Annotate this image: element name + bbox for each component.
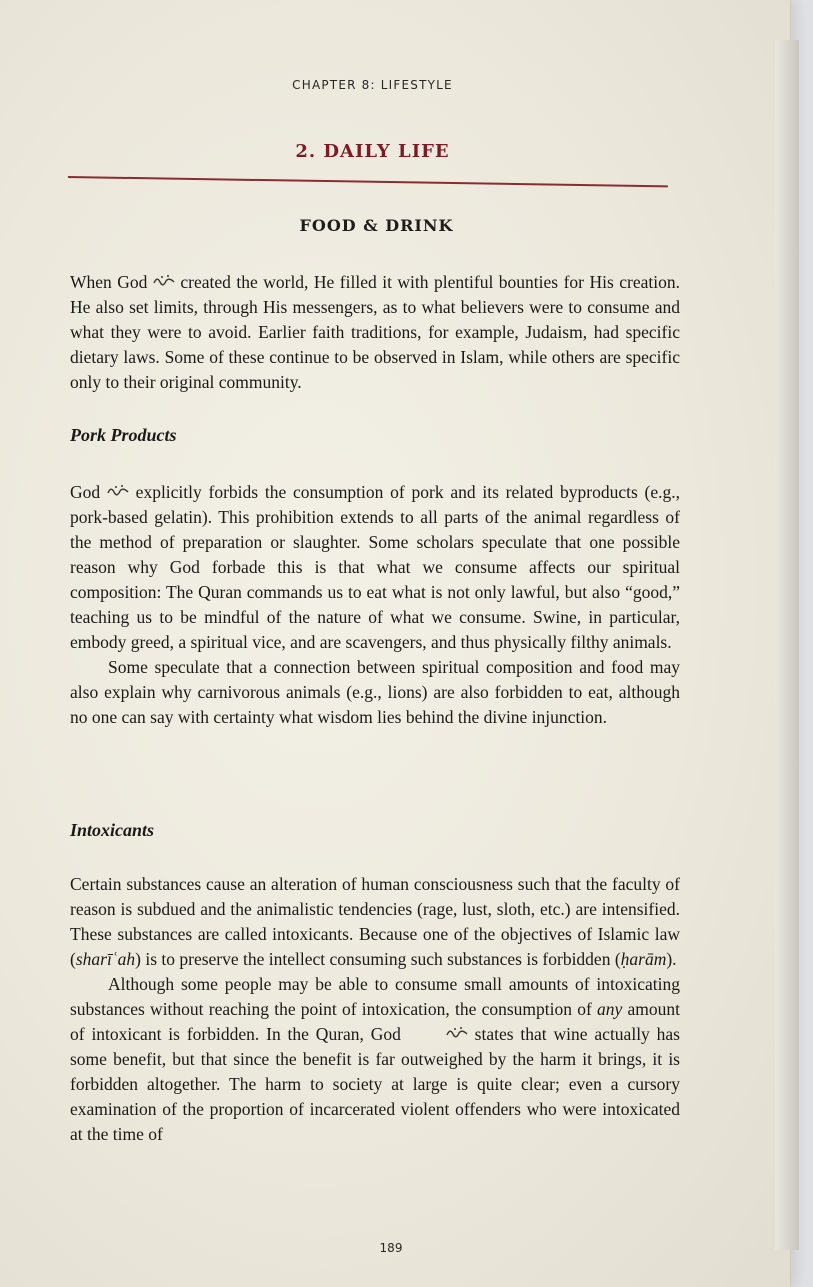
emphasis-any: any [597,999,623,1019]
intoxicants-section [70,872,680,1147]
intox-p1-text-3: ). [666,949,677,969]
intox-p2-text-1: Although some people may be able to consume small amounts of intoxicating substances without reaching the point of intoxication, the consumption of [70,974,680,1019]
intoxicants-paragraph-1 [70,872,680,972]
pork-paragraph-1 [70,480,680,655]
honorific-icon [408,1022,468,1047]
pork-heading: Pork Products [70,425,177,445]
intoxicants-paragraph-2 [70,972,680,1147]
page-number: 189 [379,1241,403,1255]
pork-p1-text-2: explicitly forbids the consumption of pork and its related byproducts (e.g., pork-based gelatin). This prohibition extends to all parts of the animal regardless of the method of preparation or slaughter. Some scholars speculate that one possible reason why God forbade this is that what we consume affects our spiritual composition: The Quran commands us to eat what is not only lawful, but also “good,” teaching us to be mindful of the nature of what we consume. Swine, in particular, embody greed, a spiritual vice, and are scavengers, and thus physically filthy animals. [70,482,681,652]
term-haram: ḥarām [620,949,667,969]
pork-section [70,480,680,730]
intox-p1-text-2: ) is to preserve the intellect consuming such substances is forbidden ( [135,949,621,969]
intro-paragraph [70,270,680,395]
intoxicants-heading: Intoxicants [70,820,155,840]
section-title: 2. DAILY LIFE [295,141,450,162]
term-shariah: sharīʿah [75,949,136,969]
running-header: CHAPTER 8: LIFESTYLE [292,78,453,92]
intro-text-2: created the world, He filled it with plentiful bounties for His creation. He also set limits, through His messengers, as to what believers were to consume and what they were to avoid. Earlier faith traditions, for example, Judaism, had specific dietary laws. Some of these continue to be observed in Islam, while others are specific only to their original community. [70,272,680,392]
intox-p1-text-1: Certain substances cause an alteration of human consciousness such that the faculty of reason is subdued and the animalistic tendencies (rage, lust, sloth, etc.) are intensified. These substances are called intoxicants. Because one of the objectives of Islamic law ( [70,874,680,969]
intro-text-1: When God [70,272,148,292]
subsection-title: FOOD & DRINK [299,216,454,235]
page-stack-edge [775,40,799,1250]
intox-p2-text-3: states that wine actually has some benefit, but that since the benefit is far outweighed by the harm it brings, it is forbidden altogether. The harm to society at large is quite clear; even a cursory examination of the proportion of incarcerated violent offenders who were intoxicated at the time of [70,1024,680,1144]
pork-p1-text-1: God [70,482,101,502]
pork-paragraph-2: Some speculate that a connection between spiritual composition and food may also explain why carnivorous animals (e.g., lions) are also forbidden to eat, although no one can say with certainty what wisdom lies behind the divine injunction. [70,657,680,727]
intox-p2-text-2: amount of intoxicant is forbidden. In the Quran, God [70,999,680,1044]
honorific-icon [153,270,175,295]
honorific-icon [107,480,129,505]
